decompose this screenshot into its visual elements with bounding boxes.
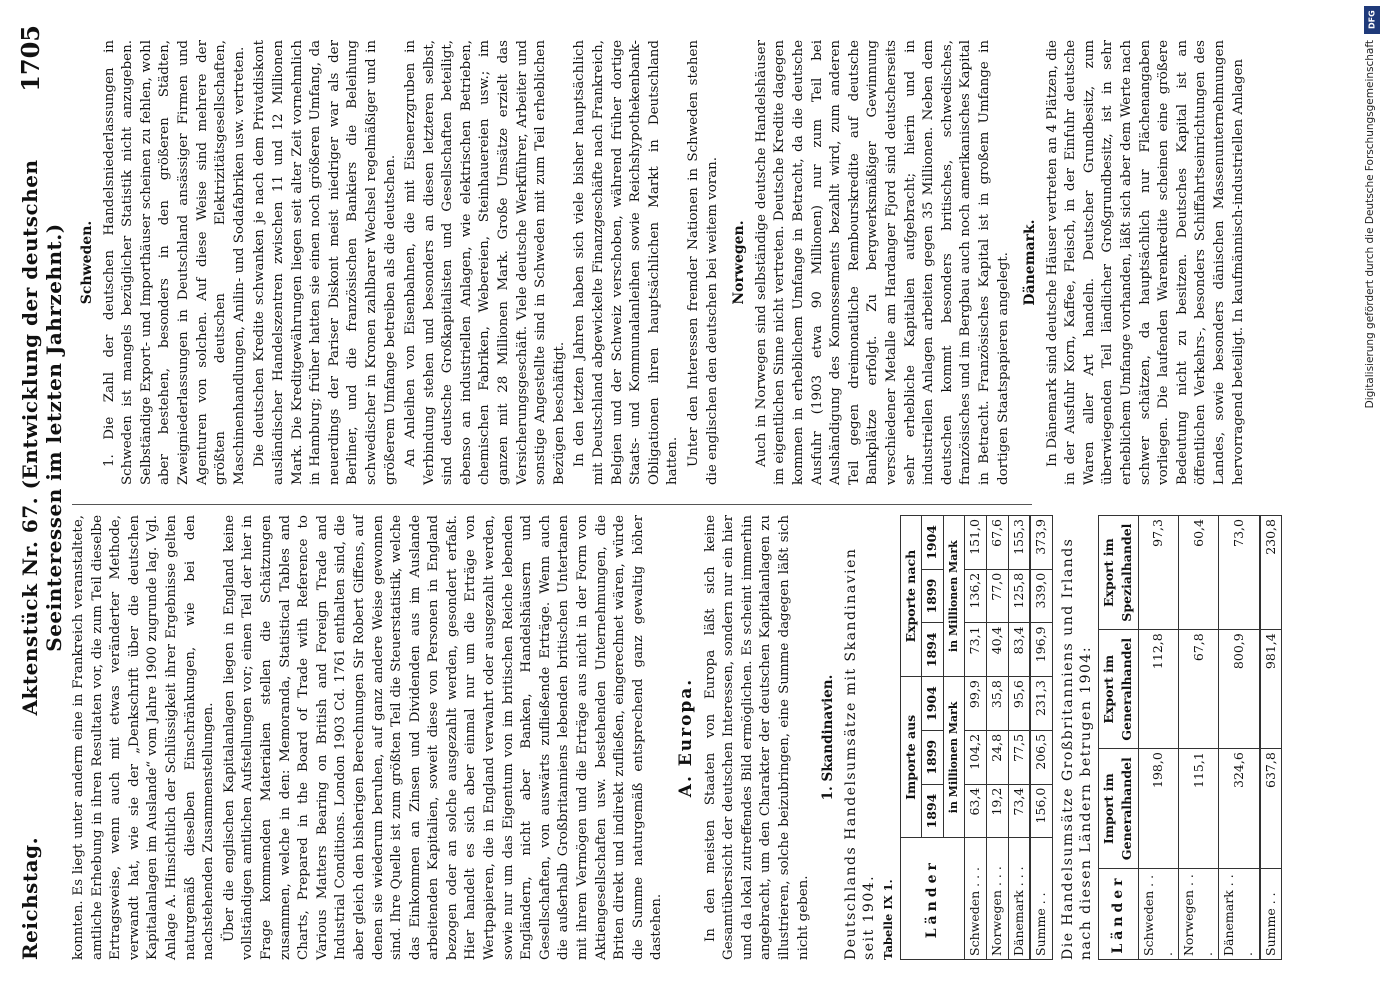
paragraph: Die deutschen Kredite schwanken je nach dem Privatdiskont ausländischer Handelszentren zwischen 11 und 12 Millionen Mark. Die Kreditgewährungen liegen seit alter Zeit vornehmlich in Hamburg; früher hatten sie einen noch größeren Umfang, da neuerdings der Pariser Diskont meist niedriger war als der Berliner, und die französischen Bankiers die Beleihung schwedischer in Kronen zahlbarer Wechsel regelmäßiger und in größerem Umfange betreiben als die deutschen. [252, 40, 398, 485]
table-cell-land: Schweden . . . [965, 838, 987, 960]
paragraph: In den meisten Staaten von Europa läßt sich keine Gesamtübersicht der deutschen Interessen, sondern nur ein hier und da lokal zutreffendes Bild ermöglichen. Es scheint immerhin angebracht, um den Charakter der deutschen Kapitalanlagen zu illustrieren, solche beizubringen, eine Summe dagegen läßt sich nicht geben. [702, 515, 811, 960]
table-cell: 339,0 [1030, 569, 1052, 623]
table-header-export-general: Export im Generalhandel [1098, 630, 1138, 749]
table-header-year: 1894 [922, 784, 944, 838]
table-cell: 77,0 [986, 569, 1008, 623]
table-cell: 136,2 [965, 569, 987, 623]
table-cell: 981,4 [1260, 630, 1282, 749]
table-cell: 637,8 [1260, 749, 1282, 869]
table-header-import: Import im Generalhandel [1098, 749, 1138, 869]
table-cell: 104,2 [965, 730, 987, 784]
paragraph: In den letzten Jahren haben sich viele bisher hauptsächlich mit Deutschland abgewickelte Finanzgeschäfte nach Frankreich, Belgien und der Schweiz verschoben, während früher dortige Staats- und Kommunalanleihen sowie Reichshypothekenbank-Obligationen ihren hauptsächlichen Markt in Deutschland hatten. [572, 40, 681, 485]
table-cell-land: Norwegen . . . [986, 838, 1008, 960]
table-row [1219, 516, 1260, 960]
table-cell: 800,9 [1219, 630, 1260, 749]
section-heading-norwegen: Norwegen. [731, 220, 748, 305]
table-cell: 73,1 [965, 623, 987, 677]
table-cell: 198,0 [1139, 749, 1179, 869]
table-cell: 151,0 [965, 516, 987, 570]
table-cell-land: Dänemark . . . [1219, 869, 1260, 960]
paragraph: konnten. Es liegt unter anderm eine in Frankreich veranstaltete, amtliche Erhebung in ihren Resultaten vor, die zum Teil dieselbe Ertragsweise, wenn auch mit etwas veränderter Methode, verwandt hat, wie sie der „Denkschrift über die deutschen Kapitalanlagen im Auslande“ vom Jahre 1900 zugrunde lag. Vgl. Anlage A. Hinsichtlich der Schlüssigkeit ihrer Ergebnisse gelten naturgemäß dieselben Einschränkungen, wie bei den nachstehenden Zusammenstellungen. [71, 515, 217, 960]
table-cell-land: Summe . . [1260, 869, 1282, 960]
table-header-export-special: Export im Spezialhandel [1098, 516, 1138, 630]
table-cell-land: Summe . . [1030, 838, 1052, 960]
table-cell: 155,3 [1008, 516, 1030, 570]
table-sum-row [1260, 516, 1282, 960]
section-heading-europa: A. Europa. [676, 677, 696, 798]
table-cell: 97,3 [1139, 516, 1179, 630]
header-title: Aktenstück Nr. 67. (Entwicklung der deutschen Seeinteressen im letzten Jahrzehnt.) [18, 159, 66, 716]
trade-table-germany [900, 515, 1053, 960]
right-column [70, 40, 1250, 485]
running-header [10, 25, 65, 960]
table-cell: 231,3 [1030, 677, 1052, 731]
table-row [1008, 516, 1030, 960]
paragraph: Unter den Interessen fremder Nationen in Schweden stehen die englischen den deutschen bei weitem voran. [686, 40, 720, 485]
table-cell: 19,2 [986, 784, 1008, 838]
paragraph: An Anleihen von Eisenbahnen, die mit Eisenerzgruben in Verbindung stehen und besonders an diesen letzteren selbst, sind deutsche Großkapitalisten und Gesellschaften beteiligt, ebenso an industriellen Anlagen, wie elektrischen Betrieben, chemischen Fabriken, Webereien, Steinhauereien usw.; im ganzen mit 28 Millionen Mark. Große Umsätze erzielt das Versicherungsgeschäft. Viele deutsche Werkführer, Arbeiter und sonstige Angestellte sind in Schweden mit zum Teil erheblichen Bezügen beschäftigt. [403, 40, 567, 485]
table-cell: 156,0 [1030, 784, 1052, 838]
paragraph: 1. Die Zahl der deutschen Handelsniederlassungen in Schweden ist mangels bezüglicher Statistik nicht anzugeben. Selbständige Export- und Importhäuser scheinen zu fehlen, wohl aber bestehen, besonders in den größeren Städten, Zweigniederlassungen in Deutschland ansässiger Firmen und Agenturen von solchen. Auf diese Weise sind mehrere der größten deutschen Elektrizitätsgesellschaften, Maschinenhandlungen, Anilin- und Sodafabriken usw. vertreten. [101, 40, 247, 485]
table-cell: 24,8 [986, 730, 1008, 784]
table-header-year: 1904 [922, 677, 944, 731]
table-cell: 115,1 [1179, 749, 1219, 869]
table-sum-row [1030, 516, 1052, 960]
table-cell: 73,0 [1219, 516, 1260, 630]
table-header-export: Exporte nach [900, 516, 922, 677]
table-cell: 60,4 [1179, 516, 1219, 630]
table-row [986, 516, 1008, 960]
header-left: Reichstag. [18, 836, 42, 960]
table-cell: 77,5 [1008, 730, 1030, 784]
table-row [1179, 516, 1219, 960]
table-title: Deutschlands Handelsumsätze mit Skandinavien seit 1904. [842, 547, 878, 960]
table-header-year: 1904 [922, 516, 944, 570]
table-row [965, 516, 987, 960]
dfg-logo: DFG [1364, 6, 1380, 34]
table-cell: 112,8 [1139, 630, 1179, 749]
table-title: Die Handelsumsätze Großbritanniens und Irlands nach diesen Ländern betrugen 1904: [1059, 537, 1095, 960]
table-cell-land: Dänemark . . . [1008, 838, 1030, 960]
table-header-unit: in Millionen Mark [943, 516, 965, 677]
section-heading-schweden: Schweden. [79, 220, 95, 305]
trade-table-britain [1098, 515, 1282, 960]
table-cell: 206,5 [1030, 730, 1052, 784]
column-divider [72, 504, 1032, 505]
table-header-year: 1894 [922, 623, 944, 677]
left-column [70, 515, 1288, 960]
page-number: 1705 [16, 25, 45, 92]
table-cell: 67,6 [986, 516, 1008, 570]
table-header-unit: in Millionen Mark [943, 677, 965, 838]
table-header-import: Importe aus [900, 677, 922, 838]
table-cell: 73,4 [1008, 784, 1030, 838]
table-cell: 125,8 [1008, 569, 1030, 623]
subsection-heading: 1. Skandinavien. [820, 674, 837, 801]
table-cell: 67,8 [1179, 630, 1219, 749]
section-heading-daenemark: Dänemark. [1022, 219, 1039, 306]
paragraph: Über die englischen Kapitalanlagen liegen in England keine vollständigen amtlichen Aufstellungen vor; einen Teil der hier in Frage kommenden Materialien stellen die Schätzungen zusammen, welche in den: Memoranda, Statistical Tables and Charts, Prepared in the Board of Trade with Reference to Various Matters Bearing on British and Foreign Trade and Industrial Conditions. London 1903 Cd. 1761 enthalten sind, die aber gleich den bisherigen Berechnungen Sir Robert Giffens, auf denen sie wiederum beruhen, auf ganz andere Weise gewonnen sind. Ihre Quelle ist zum größten Teil die Steuerstatistik, welche das Einkommen an Zinsen und Dividenden aus im Auslande arbeitenden Kapitalien, soweit diese von Personen in England bezogen oder an solche ausgezahlt werden, gesondert erfaßt. Hier handelt es sich aber einmal nur um die Erträge von Wertpapieren, die in England verwahrt oder ausgezahlt werden, sowie nur um das Eigentum von im britischen Reiche lebenden Engländern, nicht aber Banken, Handelshäusern und Gesellschaften, von auswärts zufließende Erträge. Wenn auch die außerhalb Großbritanniens lebenden britischen Untertanen mit ihrem Vermögen und die Erträge aus nicht in der Form von Aktiengesellschaften usw. bestehenden Unternehmungen, die Briten direkt und indirekt zufließen, eingerechnet wären, würde die Summe naturgemäß entsprechend ganz gewaltig höher dastehen. [221, 515, 665, 960]
table-cell: 99,9 [965, 677, 987, 731]
table-header-year: 1899 [922, 730, 944, 784]
table-cell: 95,6 [1008, 677, 1030, 731]
table-cell: 196,9 [1030, 623, 1052, 677]
table-cell: 40,4 [986, 623, 1008, 677]
table-cell-land: Schweden . . . [1139, 869, 1179, 960]
table-label: Tabelle IX 1. [880, 879, 895, 960]
table-cell-land: Norwegen . . . [1179, 869, 1219, 960]
paragraph: Auch in Norwegen sind selbständige deutsche Handelshäuser im eigentlichen Sinne nicht vertreten. Deutsche Kredite dagegen kommen in erheblichem Umfange in Betracht, da die deutsche Ausfuhr (1903 etwa 90 Millionen) nur zum Teil bei Aushändigung des Konnossements bezahlt wird, zum anderen Teil gegen dreimonatliche Rembourskredite auf deutsche Bankplätze erfolgt. Zu bergwerksmäßiger Gewinnung verschiedener Metalle am Hardanger Fjord sind deutscherseits sehr erhebliche Kapitalien aufgebracht; hierin und in industriellen Anlagen arbeiten gegen 35 Millionen. Neben dem deutschen kommt besonders britisches, schwedisches, französisches und im Bergbau auch noch amerikanisches Kapital in Betracht. Französisches Kapital ist in großem Umfange in dortigen Staatspapieren angelegt. [753, 40, 1011, 485]
table-cell: 373,9 [1030, 516, 1052, 570]
table-header-laender: Länder [1098, 869, 1138, 960]
table-header-year: 1899 [922, 569, 944, 623]
digitization-watermark: Digitalisierung gefördert durch die Deutsche Forschungsgemeinschaft [1364, 40, 1376, 409]
table-cell: 35,8 [986, 677, 1008, 731]
table-cell: 324,6 [1219, 749, 1260, 869]
table-row [1139, 516, 1179, 960]
table-cell: 83,4 [1008, 623, 1030, 677]
table-cell: 230,8 [1260, 516, 1282, 630]
table-cell: 63,4 [965, 784, 987, 838]
paragraph: In Dänemark sind deutsche Häuser vertreten an 4 Plätzen, die in der Ausfuhr Korn, Kaffee, Fleisch, in der Einfuhr deutsche Waren aller Art handeln. Deutscher Grundbesitz, zum überwiegenden Teil ländlicher Großgrundbesitz, ist in sehr erheblichem Umfange vorhanden, läßt sich aber dem Werte nach schwer schätzen, da hauptsächlich nur Flächenangaben vorliegen. Die laufenden Warenkredite scheinen eine größere Bedeutung nicht zu besitzen. Deutsches Kapital ist an öffentlichen Verkehrs-, besonders Schiffahrtseinrichtungen des Landes, sowie besonders dänischen Massenunternehmungen hervorragend beteiligt. In kaufmännisch-industriellen Anlagen [1044, 40, 1246, 485]
table-header-laender: Länder [900, 838, 965, 960]
